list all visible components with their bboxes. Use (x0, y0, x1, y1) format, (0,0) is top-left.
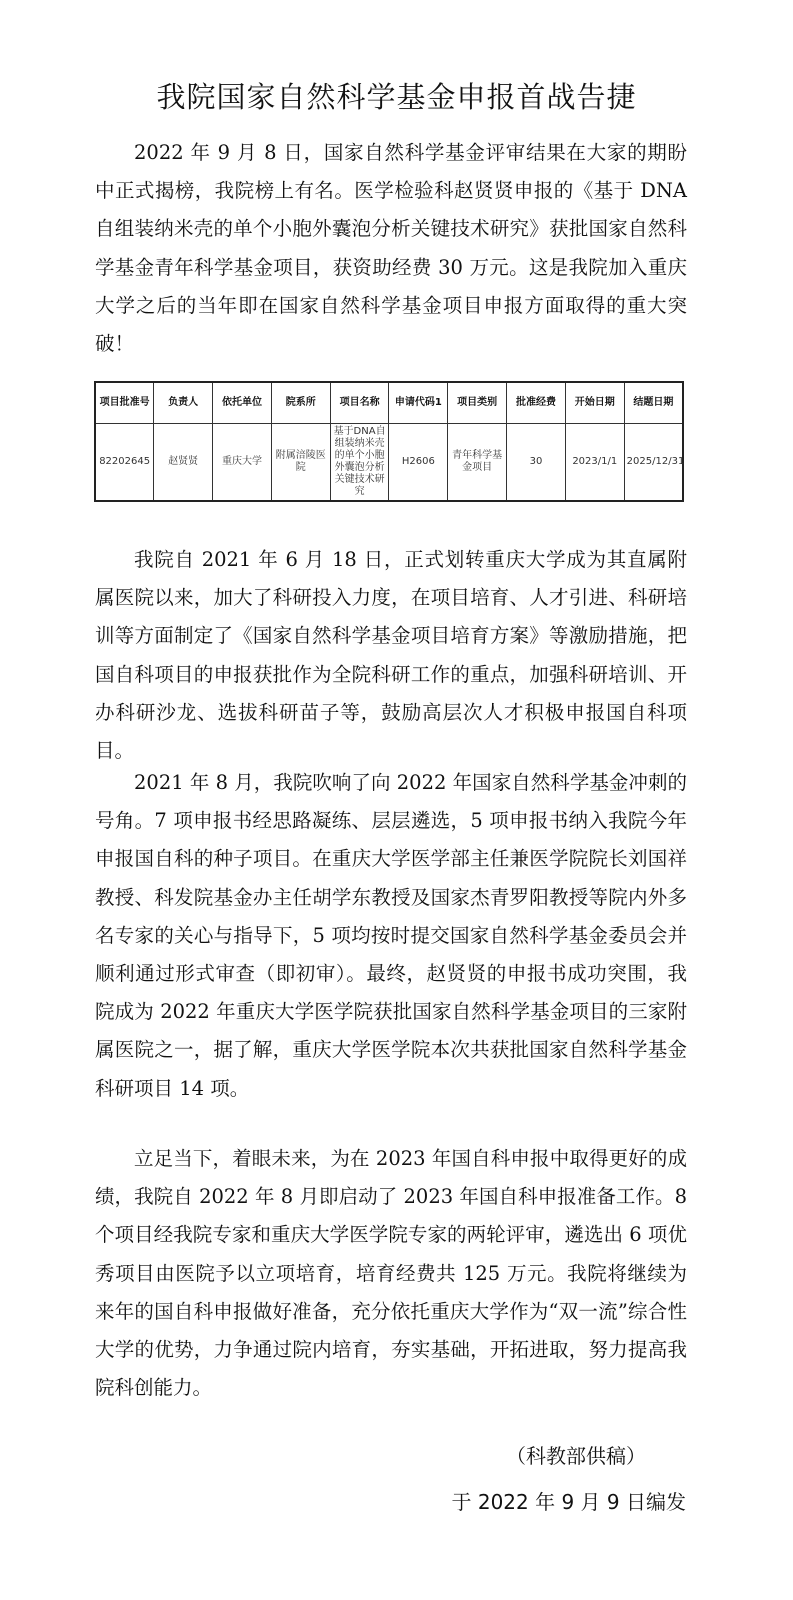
source-credit: （科教部供稿） (506, 1444, 646, 1468)
cell-project-type: 青年科学基金项目 (448, 424, 507, 502)
paragraph-background: 我院自 2021 年 6 月 18 日，正式划转重庆大学成为其直属附属医院以来，加大了科研投入力度，在项目培育、人才引进、科研培训等方面制定了《国家自然科学基金项目培育方案》等激励措施，把国自科项目的申报获批作为全院科研工作的重点，加强科研培训、开办科研沙龙、选拔科研苗子等，鼓励高层次人才积极申报国自科项目。 (95, 548, 687, 763)
cell-approval-no: 82202645 (95, 424, 154, 502)
cell-leader: 赵贤贤 (154, 424, 213, 502)
header-start-date: 开始日期 (565, 382, 624, 424)
table-header-row (95, 382, 683, 424)
article-title: 我院国家自然科学基金申报首战告捷 (156, 80, 637, 115)
publish-date: 于 2022 年 9 月 9 日编发 (451, 1490, 686, 1514)
cell-end-date: 2025/12/31 (624, 424, 683, 502)
header-application-code: 申请代码1 (389, 382, 448, 424)
cell-funding: 30 (507, 424, 566, 502)
header-department: 院系所 (271, 382, 330, 424)
header-host-unit: 依托单位 (213, 382, 272, 424)
paragraph-process: 2021 年 8 月，我院吹响了向 2022 年国家自然科学基金冲刺的号角。7 项申报书经思路凝练、层层遴选，5 项申报书纳入我院今年申报国自科的种子项目。在重庆大学医学部主任兼医学院院长刘国祥教授、科发院基金办主任胡学东教授及国家杰青罗阳教授等院内外多名专家的关心与指导下，5 项均按时提交国家自然科学基金委员会并顺利通过形式审查（即初审）。最终，赵贤贤的申报书成功突围，我院成为 2022 年重庆大学医学院获批国家自然科学基金项目的三家附属医院之一，据了解，重庆大学医学院本次共获批国家自然科学基金科研项目 14 项。 (95, 771, 687, 1100)
header-project-type: 项目类别 (448, 382, 507, 424)
cell-project-name: 基于DNA自组装纳米壳的单个小胞外囊泡分析关键技术研究 (330, 424, 389, 502)
header-project-name: 项目名称 (330, 382, 389, 424)
header-funding: 批准经费 (507, 382, 566, 424)
cell-host-unit: 重庆大学 (213, 424, 272, 502)
cell-department: 附属涪陵医院 (271, 424, 330, 502)
cell-application-code: H2606 (389, 424, 448, 502)
cell-start-date: 2023/1/1 (565, 424, 624, 502)
header-end-date: 结题日期 (624, 382, 683, 424)
header-approval-no: 项目批准号 (95, 382, 154, 424)
header-leader: 负责人 (154, 382, 213, 424)
project-table (94, 381, 684, 502)
table-row (95, 424, 683, 502)
paragraph-announcement: 2022 年 9 月 8 日，国家自然科学基金评审结果在大家的期盼中正式揭榜，我院榜上有名。医学检验科赵贤贤申报的《基于 DNA 自组装纳米壳的单个小胞外囊泡分析关键技术研究》获批国家自然科学基金青年科学基金项目，获资助经费 30 万元。这是我院加入重庆大学之后的当年即在国家自然科学基金项目申报方面取得的重大突破！ (95, 141, 687, 356)
paragraph-outlook: 立足当下，着眼未来，为在 2023 年国自科申报中取得更好的成绩，我院自 2022 年 8 月即启动了 2023 年国自科申报准备工作。8 个项目经我院专家和重庆大学医学院专家的两轮评审，遴选出 6 项优秀项目由医院予以立项培育，培育经费共 125 万元。我院将继续为来年的国自科申报做好准备，充分依托重庆大学作为“双一流”综合性大学的优势，力争通过院内培育，夯实基础，开拓进取，努力提高我院科创能力。 (95, 1147, 687, 1400)
